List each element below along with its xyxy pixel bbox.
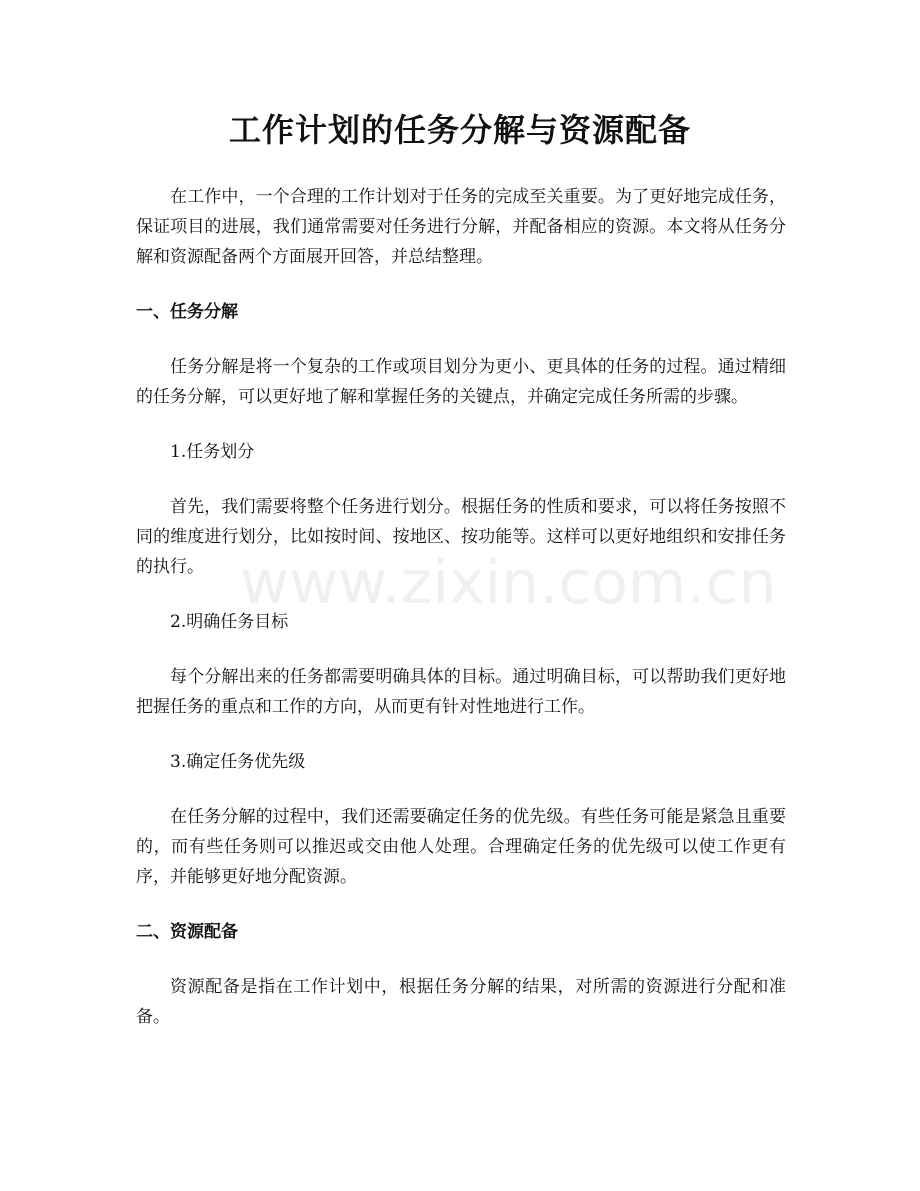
section1-intro-paragraph: 任务分解是将一个复杂的工作或项目划分为更小、更具体的任务的过程。通过精细的任务分解，可以更好地了解和掌握任务的关键点，并确定完成任务所需的步骤。 [136,357,786,407]
subsection-title-task-priority: 3.确定任务优先级 [170,752,306,772]
subsection-title-task-goals: 2.明确任务目标 [170,612,289,632]
subsection-text-task-division: 首先，我们需要将整个任务进行划分。根据任务的性质和要求，可以将任务按照不同的维度进行划分，比如按时间、按地区、按功能等。这样可以更好地组织和安排任务的执行。 [136,497,786,577]
section2-intro-paragraph: 资源配备是指在工作计划中，根据任务分解的结果，对所需的资源进行分配和准备。 [136,977,786,1027]
section-heading-resource-allocation: 二、资源配备 [136,922,238,942]
section-heading-task-decomposition: 一、任务分解 [136,302,238,322]
document-title: 工作计划的任务分解与资源配备 [228,111,691,149]
subsection-title-task-division: 1.任务划分 [170,442,255,462]
subsection-text-task-goals: 每个分解出来的任务都需要明确具体的目标。通过明确目标，可以帮助我们更好地把握任务的重点和工作的方向，从而更有针对性地进行工作。 [136,667,786,717]
document-body [136,182,786,1057]
watermark: www.zixin.com.cn [240,548,777,618]
subsection-text-task-priority: 在任务分解的过程中，我们还需要确定任务的优先级。有些任务可能是紧急且重要的，而有些任务则可以推迟或交由他人处理。合理确定任务的优先级可以使工作更有序，并能够更好地分配资源。 [136,807,786,887]
intro-paragraph: 在工作中，一个合理的工作计划对于任务的完成至关重要。为了更好地完成任务，保证项目的进展，我们通常需要对任务进行分解，并配备相应的资源。本文将从任务分解和资源配备两个方面展开回答，并总结整理。 [136,187,786,267]
